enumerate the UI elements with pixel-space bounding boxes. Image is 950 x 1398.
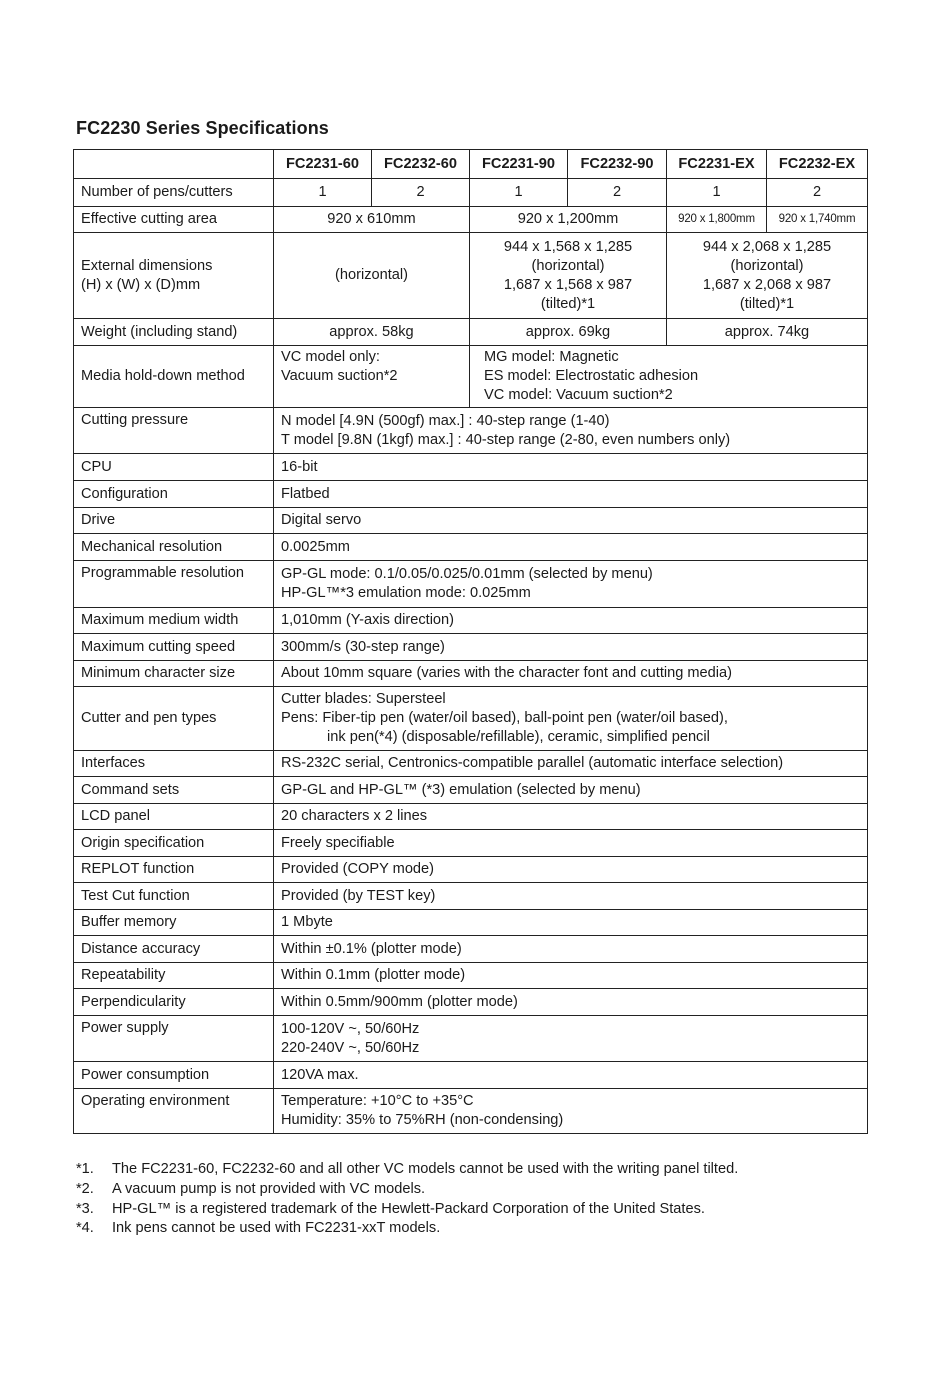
cell-value	[470, 233, 667, 319]
cell-value: (horizontal)	[274, 233, 470, 319]
cell-value: 20 characters x 2 lines	[274, 804, 868, 830]
table-row	[74, 1016, 868, 1062]
cell-value	[274, 561, 868, 608]
table-row	[74, 207, 868, 233]
cell-value	[274, 408, 868, 454]
cell-value	[274, 1089, 868, 1134]
cell-value: 1 Mbyte	[274, 910, 868, 936]
row-label: Buffer memory	[74, 910, 274, 936]
table-row	[74, 857, 868, 883]
table-row	[74, 687, 868, 751]
table-row	[74, 1089, 868, 1134]
cell-value: Within 0.5mm/900mm (plotter mode)	[274, 989, 868, 1016]
cell-value: approx. 74kg	[667, 319, 868, 346]
table-row	[74, 481, 868, 508]
cell-value: 1,010mm (Y-axis direction)	[274, 608, 868, 634]
cell-line: VC model only:	[281, 349, 380, 365]
cell-line: Temperature: +10°C to +35°C	[281, 1093, 474, 1109]
footnote	[76, 1200, 738, 1220]
row-label: Weight (including stand)	[74, 319, 274, 346]
footnotes	[76, 1160, 738, 1239]
row-label-line: (H) x (W) x (D)mm	[81, 276, 201, 293]
row-label: Media hold-down method	[74, 346, 274, 408]
footnote-text: HP-GL™ is a registered trademark of the Hewlett-Packard Corporation of the United States.	[112, 1200, 705, 1217]
header-empty-cell	[74, 150, 274, 179]
footnote	[76, 1160, 738, 1180]
table-row	[74, 883, 868, 910]
cell-line: N model [4.9N (500gf) max.] : 40-step range (1-40)	[281, 412, 610, 429]
footnote-mark: *3.	[76, 1200, 94, 1217]
cell-value	[470, 346, 868, 408]
footnote-mark: *4.	[76, 1220, 94, 1237]
model-header: FC2231-90	[470, 150, 568, 179]
table-row	[74, 534, 868, 561]
cell-line: (horizontal)	[730, 257, 804, 274]
cell-line: (horizontal)	[531, 257, 605, 274]
table-row	[74, 910, 868, 936]
cell-value: 120VA max.	[274, 1062, 868, 1089]
cell-value: 2	[372, 179, 470, 207]
row-label: Repeatability	[74, 963, 274, 989]
row-label: Command sets	[74, 777, 274, 804]
row-label: Power supply	[74, 1016, 274, 1062]
row-label-line: External dimensions	[81, 257, 213, 274]
table-row	[74, 634, 868, 661]
row-label: Cutting pressure	[74, 408, 274, 454]
table-row	[74, 179, 868, 207]
cell-line: (tilted)*1	[739, 295, 795, 312]
table-row	[74, 989, 868, 1016]
row-label: Interfaces	[74, 751, 274, 777]
cell-line-indented: ink pen(*4) (disposable/refillable), ceramic, simplified pencil	[327, 729, 710, 745]
table-row	[74, 408, 868, 454]
table-row	[74, 561, 868, 608]
cell-line: MG model: Magnetic	[484, 349, 619, 365]
row-label: Mechanical resolution	[74, 534, 274, 561]
cell-value: Within 0.1mm (plotter mode)	[274, 963, 868, 989]
cell-value: 16-bit	[274, 454, 868, 481]
row-label: CPU	[74, 454, 274, 481]
row-label: Perpendicularity	[74, 989, 274, 1016]
header-row	[74, 150, 868, 179]
cell-value	[274, 346, 470, 408]
cell-line: ES model: Electrostatic adhesion	[484, 368, 699, 384]
cell-line: (tilted)*1	[540, 295, 596, 312]
row-label: Power consumption	[74, 1062, 274, 1089]
footnote-text: A vacuum pump is not provided with VC models.	[112, 1180, 426, 1197]
table-row	[74, 346, 868, 408]
row-label: Drive	[74, 508, 274, 534]
row-label	[74, 233, 274, 319]
page-title: FC2230 Series Specifications	[76, 118, 329, 138]
footnote-mark: *1.	[76, 1161, 94, 1177]
table-row	[74, 319, 868, 346]
model-header: FC2232-90	[568, 150, 667, 179]
footnote-text: Ink pens cannot be used with FC2231-xxT models.	[112, 1220, 441, 1237]
row-label: REPLOT function	[74, 857, 274, 883]
cell-line: Pens: Fiber-tip pen (water/oil based), ball-point pen (water/oil based),	[281, 710, 728, 726]
table-row	[74, 830, 868, 857]
cell-line: 1,687 x 1,568 x 987	[503, 276, 633, 293]
row-label: LCD panel	[74, 804, 274, 830]
row-label: Effective cutting area	[74, 207, 274, 233]
cell-value: About 10mm square (varies with the character font and cutting media)	[274, 661, 868, 687]
footnote	[76, 1219, 738, 1239]
cell-value: Digital servo	[274, 508, 868, 534]
cell-line: GP-GL mode: 0.1/0.05/0.025/0.01mm (selected by menu)	[281, 566, 653, 582]
row-label: Distance accuracy	[74, 936, 274, 963]
cell-line: 1,687 x 2,068 x 987	[702, 276, 832, 293]
cell-line	[281, 728, 860, 747]
table-row	[74, 751, 868, 777]
table-row	[74, 963, 868, 989]
table-row	[74, 508, 868, 534]
model-header: FC2232-EX	[767, 150, 868, 179]
row-label: Minimum character size	[74, 661, 274, 687]
row-label: Configuration	[74, 481, 274, 508]
model-header: FC2232-60	[372, 150, 470, 179]
cell-line: VC model: Vacuum suction*2	[484, 387, 673, 403]
row-label: Operating environment	[74, 1089, 274, 1134]
cell-value: approx. 58kg	[274, 319, 470, 346]
cell-value: 2	[568, 179, 667, 207]
cell-value: approx. 69kg	[470, 319, 667, 346]
cell-line: HP-GL™*3 emulation mode: 0.025mm	[281, 585, 531, 601]
cell-value: Freely specifiable	[274, 830, 868, 857]
cell-value: 300mm/s (30-step range)	[274, 634, 868, 661]
row-label: Test Cut function	[74, 883, 274, 910]
table-row	[74, 777, 868, 804]
cell-value: 920 x 1,740mm	[767, 207, 868, 233]
cell-line: 100-120V ~, 50/60Hz	[281, 1020, 420, 1037]
cell-line: 944 x 1,568 x 1,285	[503, 238, 633, 255]
cell-value: 1	[470, 179, 568, 207]
cell-value: Provided (by TEST key)	[274, 883, 868, 910]
cell-value: Flatbed	[274, 481, 868, 508]
model-header: FC2231-EX	[667, 150, 767, 179]
cell-value: 1	[667, 179, 767, 207]
footnote	[76, 1180, 738, 1200]
cell-value	[274, 687, 868, 751]
table-row	[74, 936, 868, 963]
row-label: Origin specification	[74, 830, 274, 857]
cell-value: 1	[274, 179, 372, 207]
cell-value: 920 x 1,200mm	[470, 207, 667, 233]
cell-value: 920 x 610mm	[274, 207, 470, 233]
cell-value	[274, 1016, 868, 1062]
footnote-mark: *2.	[76, 1180, 94, 1197]
footnote-text: The FC2231-60, FC2232-60 and all other VC models cannot be used with the writing panel tilted.	[112, 1161, 739, 1177]
cell-value: Provided (COPY mode)	[274, 857, 868, 883]
model-header: FC2231-60	[274, 150, 372, 179]
spec-table	[73, 149, 868, 1134]
table-row	[74, 608, 868, 634]
row-label: Maximum cutting speed	[74, 634, 274, 661]
table-row	[74, 661, 868, 687]
cell-value: 2	[767, 179, 868, 207]
cell-line: Humidity: 35% to 75%RH (non-condensing)	[281, 1112, 564, 1128]
cell-line: 220-240V ~, 50/60Hz	[281, 1039, 420, 1056]
cell-value	[667, 233, 868, 319]
cell-line: 944 x 2,068 x 1,285	[702, 238, 832, 255]
table-row	[74, 454, 868, 481]
cell-line: T model [9.8N (1kgf) max.] : 40-step range (2-80, even numbers only)	[281, 431, 731, 448]
cell-value: 920 x 1,800mm	[667, 207, 767, 233]
cell-value: 0.0025mm	[274, 534, 868, 561]
cell-value: RS-232C serial, Centronics-compatible parallel (automatic interface selection)	[274, 751, 868, 777]
row-label: Cutter and pen types	[74, 687, 274, 751]
cell-line: Vacuum suction*2	[281, 368, 398, 384]
cell-value: GP-GL and HP-GL™ (*3) emulation (selected by menu)	[274, 777, 868, 804]
cell-value: Within ±0.1% (plotter mode)	[274, 936, 868, 963]
row-label: Number of pens/cutters	[74, 179, 274, 207]
table-row	[74, 1062, 868, 1089]
row-label: Maximum medium width	[74, 608, 274, 634]
row-label: Programmable resolution	[74, 561, 274, 608]
table-row	[74, 233, 868, 319]
cell-line: Cutter blades: Supersteel	[281, 691, 446, 707]
table-row	[74, 804, 868, 830]
